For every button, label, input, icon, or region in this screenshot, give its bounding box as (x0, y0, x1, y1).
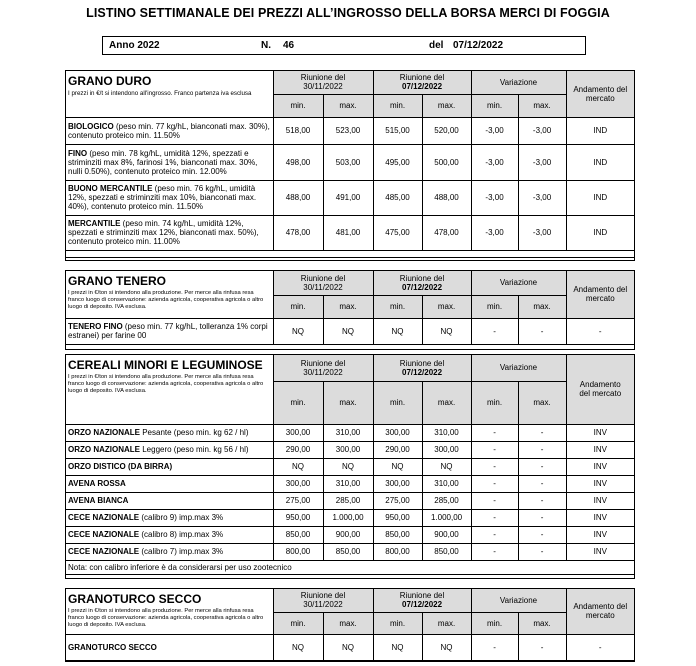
min-header: min. (373, 381, 422, 424)
variation-cell: -3,00 (518, 180, 566, 215)
price-cell: 488,00 (422, 180, 471, 215)
product-name: BIOLOGICO (peso min. 77 kg/hL, bianconati max. 30%), contenuto proteico min. 11.50% (66, 117, 273, 144)
price-cell: 290,00 (273, 441, 323, 458)
price-cell: 478,00 (422, 215, 471, 250)
min-header: min. (273, 381, 323, 424)
max-header: max. (422, 295, 471, 318)
variation-cell: - (518, 634, 566, 660)
price-cell: 498,00 (273, 144, 323, 180)
trend-cell: INV (566, 424, 634, 441)
variation-cell: -3,00 (518, 215, 566, 250)
trend-cell: INV (566, 458, 634, 475)
table-row (66, 144, 634, 180)
variation-header: Variazione (471, 589, 566, 612)
product-name: BUONO MERCANTILE (peso min. 76 kg/hL, umidità 12%, spezzati e striminziti max 10%, bianconati max. 40%), contenuto proteico min. 11.50% (66, 180, 273, 215)
max-header: max. (518, 295, 566, 318)
price-cell: 310,00 (323, 424, 373, 441)
price-cell: 300,00 (273, 475, 323, 492)
section-header-cell (66, 355, 273, 424)
spacer-row (66, 250, 634, 257)
price-cell: 900,00 (422, 526, 471, 543)
min-header: min. (471, 94, 518, 117)
price-cell: NQ (373, 458, 422, 475)
trend-cell: - (566, 634, 634, 660)
price-cell: 900,00 (323, 526, 373, 543)
trend-cell: IND (566, 144, 634, 180)
max-header: max. (323, 381, 373, 424)
section-header-cell (66, 589, 273, 634)
section-note: I prezzi in €/ton si intendono alla produzione. Per merce alla rinfusa resa franco luogo di conservazione: azienda agricola, cooperativa agricola o altro luogo di deposito. IVA esclusa. (68, 374, 264, 394)
variation-cell: - (518, 543, 566, 560)
price-cell: NQ (323, 458, 373, 475)
section-granoturco-secco (65, 588, 635, 662)
variation-cell: - (518, 318, 566, 344)
trend-cell: INV (566, 492, 634, 509)
trend-header: Andamento del mercato (566, 71, 634, 117)
price-cell: 488,00 (273, 180, 323, 215)
price-cell: 850,00 (273, 526, 323, 543)
table-row (66, 543, 634, 560)
bulletin-info-bar (102, 36, 586, 55)
price-cell: 850,00 (373, 526, 422, 543)
min-header: min. (373, 94, 422, 117)
variation-cell: -3,00 (471, 180, 518, 215)
variation-cell: -3,00 (518, 117, 566, 144)
price-cell: 491,00 (323, 180, 373, 215)
variation-header: Variazione (471, 271, 566, 295)
price-cell: 300,00 (373, 424, 422, 441)
min-header: min. (373, 612, 422, 634)
max-header: max. (518, 94, 566, 117)
prev-meeting-header: Riunione del 30/11/2022 (273, 271, 373, 295)
variation-cell: - (471, 526, 518, 543)
variation-cell: - (471, 318, 518, 344)
section-grano-tenero (65, 270, 635, 350)
trend-header: Andamento del mercato (566, 271, 634, 318)
trend-cell: INV (566, 543, 634, 560)
trend-header: Andamento del mercato (566, 355, 634, 424)
footnote-row (66, 560, 634, 574)
max-header: max. (323, 612, 373, 634)
date-value: 07/12/2022 (453, 40, 504, 51)
section-header-cell (66, 71, 273, 117)
price-cell: 478,00 (273, 215, 323, 250)
curr-meeting-header: Riunione del 07/12/2022 (373, 589, 471, 612)
variation-cell: - (471, 509, 518, 526)
price-cell: NQ (273, 634, 323, 660)
max-header: max. (518, 381, 566, 424)
prev-meeting-header: Riunione del 30/11/2022 (273, 589, 373, 612)
price-cell: 520,00 (422, 117, 471, 144)
max-header: max. (422, 381, 471, 424)
trend-cell: - (566, 318, 634, 344)
variation-cell: - (471, 441, 518, 458)
price-cell: 310,00 (422, 475, 471, 492)
price-cell: 300,00 (273, 424, 323, 441)
table-row (66, 509, 634, 526)
price-cell: 1.000,00 (422, 509, 471, 526)
price-cell: NQ (273, 318, 323, 344)
section-note: I prezzi in €/ton si intendono alla produzione. Per merce alla rinfusa resa franco luogo di conservazione: azienda agricola, cooperativa agricola o altro luogo di deposito. IVA esclusa. (68, 608, 264, 628)
variation-cell: - (518, 492, 566, 509)
section-header-cell (66, 271, 273, 318)
variation-cell: - (471, 458, 518, 475)
variation-cell: - (471, 475, 518, 492)
variation-cell: - (471, 634, 518, 660)
variation-cell: - (471, 492, 518, 509)
variation-header: Variazione (471, 355, 566, 381)
variation-cell: - (518, 475, 566, 492)
price-cell: 275,00 (373, 492, 422, 509)
product-name: AVENA BIANCA (66, 492, 273, 509)
product-name: CECE NAZIONALE (calibro 8) imp.max 3% (66, 526, 273, 543)
min-header: min. (471, 381, 518, 424)
price-cell: NQ (422, 458, 471, 475)
price-cell: 850,00 (323, 543, 373, 560)
table-row (66, 441, 634, 458)
price-cell: 275,00 (273, 492, 323, 509)
price-cell: NQ (373, 634, 422, 660)
trend-cell: INV (566, 526, 634, 543)
price-cell: 518,00 (273, 117, 323, 144)
section-cereali-minori (65, 354, 635, 579)
variation-cell: - (471, 543, 518, 560)
curr-meeting-header: Riunione del 07/12/2022 (373, 355, 471, 381)
table-row (66, 526, 634, 543)
min-header: min. (471, 612, 518, 634)
price-cell: 523,00 (323, 117, 373, 144)
min-header: min. (273, 94, 323, 117)
max-header: max. (323, 94, 373, 117)
product-name: ORZO NAZIONALE Leggero (peso min. kg 56 / hl) (66, 441, 273, 458)
variation-cell: -3,00 (471, 117, 518, 144)
product-name: ORZO DISTICO (DA BIRRA) (66, 458, 273, 475)
section-title: GRANO DURO (68, 74, 152, 88)
table-row (66, 180, 634, 215)
product-name: FINO (peso min. 78 kg/hL, umidità 12%, spezzati e striminziti max 8%, farinosi 1%, bianconati max. 30%, nulli 0.50%), contenuto proteico min. 12.00% (66, 144, 273, 180)
min-header: min. (373, 295, 422, 318)
section-title: CEREALI MINORI E LEGUMINOSE (68, 358, 263, 372)
trend-cell: INV (566, 475, 634, 492)
number-label: N. (261, 40, 271, 51)
table-row (66, 492, 634, 509)
max-header: max. (323, 295, 373, 318)
table-row (66, 215, 634, 250)
price-cell: NQ (323, 634, 373, 660)
product-name: ORZO NAZIONALE Pesante (peso min. kg 62 / hl) (66, 424, 273, 441)
table-row (66, 117, 634, 144)
section-note: I prezzi in €/ton si intendono alla produzione. Per merce alla rinfusa resa franco luogo di conservazione: azienda agricola, cooperativa agricola o altro luogo di deposito. IVA esclusa. (68, 290, 264, 310)
price-cell: 285,00 (422, 492, 471, 509)
price-cell: 300,00 (373, 475, 422, 492)
number-value: 46 (283, 40, 295, 51)
price-cell: 300,00 (323, 441, 373, 458)
variation-header: Variazione (471, 71, 566, 94)
price-cell: 290,00 (373, 441, 422, 458)
max-header: max. (422, 94, 471, 117)
trend-cell: IND (566, 215, 634, 250)
curr-meeting-header: Riunione del 07/12/2022 (373, 271, 471, 295)
max-header: max. (518, 612, 566, 634)
price-cell: NQ (422, 318, 471, 344)
price-cell: NQ (422, 634, 471, 660)
price-cell: 950,00 (273, 509, 323, 526)
section-grano-duro (65, 70, 635, 261)
prev-meeting-header: Riunione del 30/11/2022 (273, 355, 373, 381)
product-name: MERCANTILE (peso min. 74 kg/hL, umidità 12%, spezzati e striminziti max 12%, bianconati max. 50%), contenuto proteico min. 11.00% (66, 215, 273, 250)
section-title: GRANO TENERO (68, 274, 167, 288)
variation-cell: - (518, 509, 566, 526)
variation-cell: - (518, 424, 566, 441)
price-cell: 285,00 (323, 492, 373, 509)
product-name: TENERO FINO (peso min. 77 kg/hL, tolleranza 1% corpi estranei) per farine 00 (66, 318, 273, 344)
price-cell: 500,00 (422, 144, 471, 180)
min-header: min. (471, 295, 518, 318)
document-title: LISTINO SETTIMANALE DEI PREZZI ALL’INGROSSO DELLA BORSA MERCI DI FOGGIA (86, 6, 610, 20)
price-cell: 850,00 (422, 543, 471, 560)
price-cell: 485,00 (373, 180, 422, 215)
min-header: min. (273, 295, 323, 318)
price-cell: 515,00 (373, 117, 422, 144)
price-cell: 475,00 (373, 215, 422, 250)
prev-meeting-header: Riunione del 30/11/2022 (273, 71, 373, 94)
price-cell: 300,00 (422, 441, 471, 458)
table-row (66, 318, 634, 344)
table-row (66, 634, 634, 660)
price-cell: 1.000,00 (323, 509, 373, 526)
trend-cell: IND (566, 117, 634, 144)
price-cell: 495,00 (373, 144, 422, 180)
date-label: del (429, 40, 444, 51)
product-name: AVENA ROSSA (66, 475, 273, 492)
price-cell: 800,00 (373, 543, 422, 560)
variation-cell: -3,00 (471, 215, 518, 250)
price-cell: 503,00 (323, 144, 373, 180)
price-cell: NQ (373, 318, 422, 344)
table-row (66, 424, 634, 441)
product-name: CECE NAZIONALE (calibro 9) imp.max 3% (66, 509, 273, 526)
price-cell: NQ (323, 318, 373, 344)
variation-cell: -3,00 (518, 144, 566, 180)
variation-cell: -3,00 (471, 144, 518, 180)
footnote: Nota: con calibro inferiore è da considerarsi per uso zootecnico (66, 560, 634, 574)
curr-meeting-header: Riunione del 07/12/2022 (373, 71, 471, 94)
section-note: I prezzi in €/t si intendono all'ingrosso. Franco partenza iva esclusa (68, 90, 252, 97)
table-row (66, 458, 634, 475)
variation-cell: - (518, 526, 566, 543)
section-title: GRANOTURCO SECCO (68, 592, 202, 606)
trend-cell: INV (566, 509, 634, 526)
price-cell: 310,00 (323, 475, 373, 492)
price-cell: NQ (273, 458, 323, 475)
variation-cell: - (518, 458, 566, 475)
variation-cell: - (471, 424, 518, 441)
trend-cell: INV (566, 441, 634, 458)
product-name: GRANOTURCO SECCO (66, 634, 273, 660)
trend-header: Andamento del mercato (566, 589, 634, 634)
price-cell: 481,00 (323, 215, 373, 250)
table-row (66, 475, 634, 492)
product-name: CECE NAZIONALE (calibro 7) imp.max 3% (66, 543, 273, 560)
price-cell: 800,00 (273, 543, 323, 560)
min-header: min. (273, 612, 323, 634)
year-label: Anno 2022 (109, 40, 160, 51)
variation-cell: - (518, 441, 566, 458)
price-cell: 950,00 (373, 509, 422, 526)
max-header: max. (422, 612, 471, 634)
price-cell: 310,00 (422, 424, 471, 441)
trend-cell: IND (566, 180, 634, 215)
